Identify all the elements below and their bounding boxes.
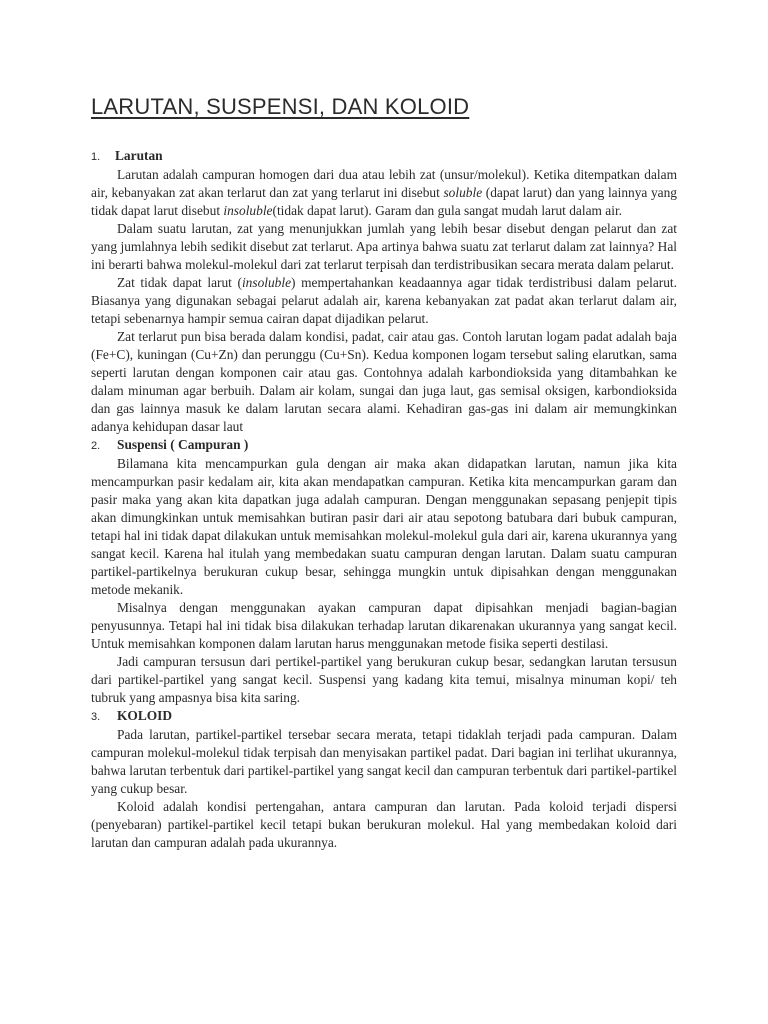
paragraph-text: (tidak dapat larut). Garam dan gula sangat mudah larut dalam air. [272,203,623,218]
paragraph-text: Zat tidak dapat larut ( [117,275,242,290]
document-title: LARUTAN, SUSPENSI, DAN KOLOID [91,94,470,119]
paragraph-text: Misalnya dengan menggunakan ayakan campuran dapat dipisahkan menjadi bagian-bagian penyusunnya. Tetapi hal ini tidak bisa dilakukan terhadap larutan dikarenakan ukurannya yang sangat kecil. Untuk memisahkan komponen dalam larutan harus menggunakan metode fisika seperti destilasi. [91,600,677,651]
paragraph-text: Dalam suatu larutan, zat yang menunjukkan jumlah yang lebih besar disebut dengan pelarut dan zat yang jumlahnya lebih sedikit disebut zat terlarut. Apa artinya bahwa suatu zat terlarut dalam zat lainnya? Hal ini berarti bahwa molekul-molekul dari zat terlarut terpisah dan terdistribusikan secara merata dalam pelarut. [91,221,677,272]
document-body [91,147,677,852]
body-paragraph [91,166,677,220]
body-paragraph [91,220,677,274]
body-paragraph [91,274,677,328]
paragraph-text: ) mempertahankan keadaannya agar tidak terdistribusi dalam pelarut. Biasanya yang digunakan sebagai pelarut adalah air, karena kebanyakan zat padat akan terlarut dalam air, tetapi sebenarnya hampir semua cairan dapat dijadikan pelarut. [91,275,677,326]
paragraph-text: (dapat larut) dan yang lainnya yang tidak dapat larut disebut [91,185,677,218]
section-number: 1. [91,151,101,163]
section-heading-text: Larutan [115,148,163,163]
body-paragraph [91,798,677,852]
section-heading [91,436,677,455]
section-number: 3. [91,711,101,723]
paragraph-text: insoluble [223,203,273,218]
paragraph-text: Zat terlarut pun bisa berada dalam kondisi, padat, cair atau gas. Contoh larutan logam padat adalah baja (Fe+C), kuningan (Cu+Zn) dan perunggu (Cu+Sn). Kedua komponen logam tersebut saling elarutkan, sama seperti larutan dengan komponen cair atau gas. Contohnya adalah karbondioksida yang ditambahkan ke dalam minuman agar berbuih. Dalam air kolam, sungai dan juga laut, gas semisal oksigen, karbondioksida dan gas lainnya masuk ke dalam larutan secara alami. Kehadiran gas-gas ini dalam air memungkinkan adanya kehidupan dasar laut [91,329,677,434]
body-paragraph [91,455,677,599]
body-paragraph [91,599,677,653]
section-heading-text: Suspensi ( Campuran ) [117,437,249,452]
body-paragraph [91,653,677,707]
paragraph-text: Jadi campuran tersusun dari pertikel-partikel yang berukuran cukup besar, sedangkan larutan tersusun dari partikel-partikel yang sangat kecil. Suspensi yang kadang kita temui, misalnya minuman kopi/ teh tubruk yang ampasnya bisa kita saring. [91,654,677,705]
paragraph-text: Pada larutan, partikel-partikel tersebar secara merata, tetapi tidaklah terjadi pada campuran. Dalam campuran molekul-molekul tidak terpisah dan menyisakan partikel padat. Dari bagian ini terlihat ukurannya, bahwa larutan terbentuk dari partikel-partikel yang sangat kecil dan campuran terbentuk dari partikel-partikel yang cukup besar. [91,727,677,796]
section-number: 2. [91,440,101,452]
paragraph-text: Bilamana kita mencampurkan gula dengan air maka akan didapatkan larutan, namun jika kita mencampurkan pasir kedalam air, kita akan mendapatkan campuran. Ketika kita mencampurkan garam dan pasir maka yang akan kita dapatkan juga adalah campuran. Dengan menggunakan sepasang penjepit tipis akan dimungkinkan untuk memisahkan butiran pasir dari air atau sepotong batubara dari bubuk campuran, tetapi hal ini tidak dapat dilakukan untuk memisahkan molekul-molekul gula dari air, karena ukurannya yang sangat kecil. Karena hal itulah yang membedakan suatu campuran dengan larutan. Dalam suatu campuran partikel-partikelnya berukuran cukup besar, sehingga mungkin untuk dipisahkan dengan menggunakan metode mekanik. [91,456,677,597]
section-heading [91,147,677,166]
paragraph-text: Koloid adalah kondisi pertengahan, antara campuran dan larutan. Pada koloid terjadi dispersi (penyebaran) partikel-partikel kecil tetapi bukan berukuran molekul. Hal yang membedakan koloid dari larutan dan campuran adalah pada ukurannya. [91,799,677,850]
body-paragraph [91,726,677,798]
section-heading-text: KOLOID [117,708,173,723]
paragraph-text: insoluble [241,275,292,290]
section-heading [91,707,677,726]
paragraph-text: Larutan adalah campuran homogen dari dua atau lebih zat (unsur/molekul). Ketika ditempatkan dalam air, kebanyakan zat akan terlarut dan zat yang terlarut ini disebut [91,167,677,200]
body-paragraph [91,328,677,436]
paragraph-text: soluble [443,185,483,200]
